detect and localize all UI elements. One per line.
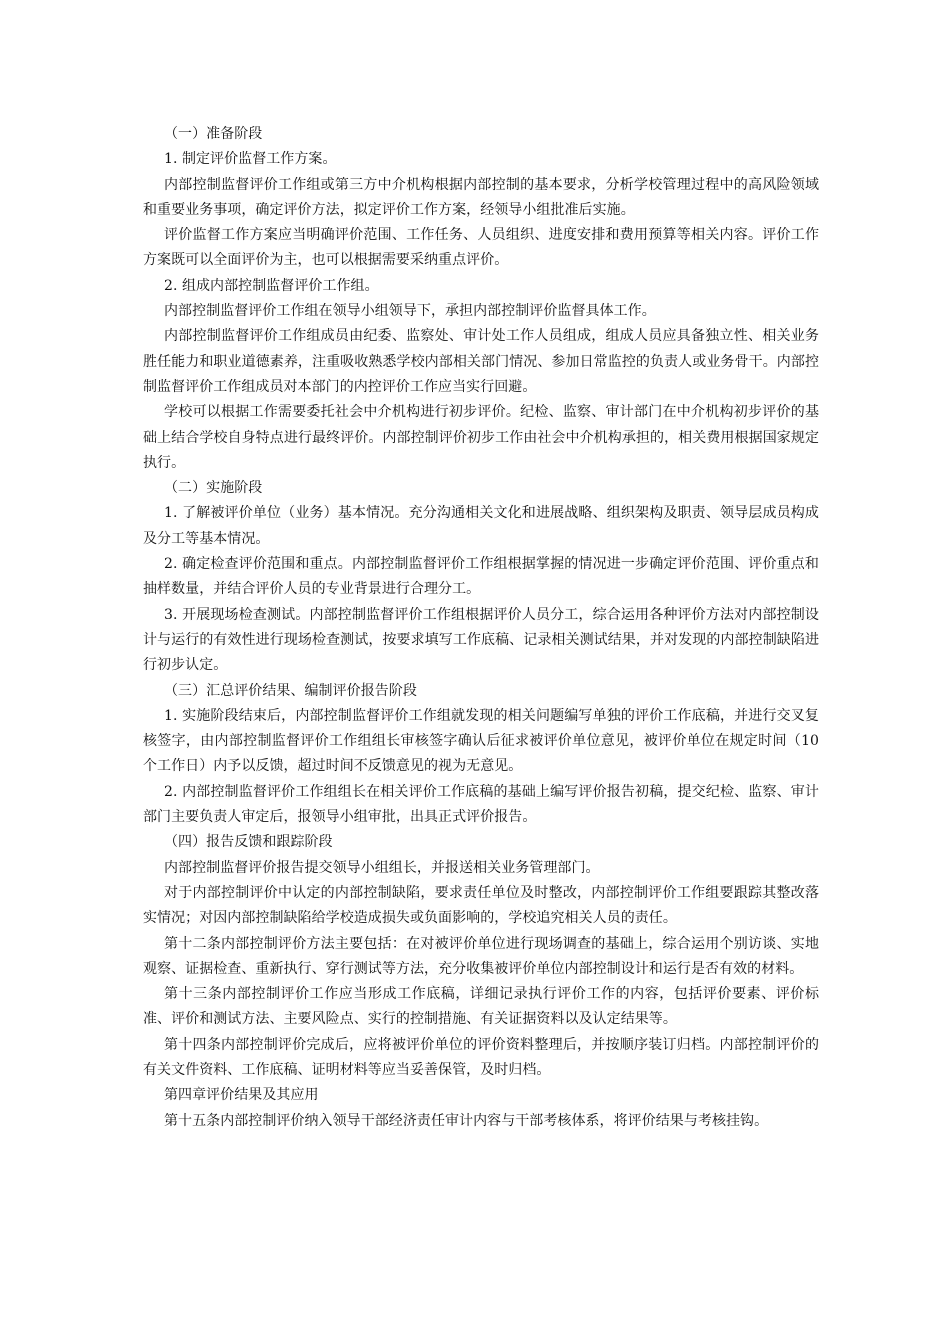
paragraph: 1. 了解被评价单位（业务）基本情况。充分沟通相关文化和进展战略、组织架构及职责、领导层成员构成及分工等基本情况。: [143, 505, 819, 547]
paragraph: 评价监督工作方案应当明确评价范围、工作任务、人员组织、进度安排和费用预算等相关内容。评价工作方案既可以全面评价为主，也可以根据需要采纳重点评价。: [143, 227, 819, 269]
article-15: 第十五条内部控制评价纳入领导干部经济责任审计内容与干部考核体系，将评价结果与考核挂钩。: [164, 1112, 769, 1129]
section-heading-summary-report: （三）汇总评价结果、编制评价报告阶段: [164, 682, 417, 699]
paragraph: 内部控制监督评价工作组在领导小组领导下，承担内部控制评价监督具体工作。: [164, 303, 656, 320]
section-heading-feedback-tracking: （四）报告反馈和跟踪阶段: [164, 834, 333, 851]
article-13: 第十三条内部控制评价工作应当形成工作底稿，详细记录执行评价工作的内容，包括评价要素、评价标准、评价和测试方法、主要风险点、实行的控制措施、有关证据资料以及认定结果等。: [143, 986, 819, 1028]
paragraph: 2. 确定检查评价范围和重点。内部控制监督评价工作组根据掌握的情况进一步确定评价范围、评价重点和抽样数量，并结合评价人员的专业背景进行合理分工。: [143, 556, 819, 598]
item-form-group: 2. 组成内部控制监督评价工作组。: [164, 277, 379, 294]
section-heading-preparation: （一）准备阶段: [164, 126, 263, 142]
paragraph: 对于内部控制评价中认定的内部控制缺陷，要求责任单位及时整改，内部控制评价工作组要跟踪其整改落实情况；对因内部控制缺陷给学校造成损失或负面影响的，学校追究相关人员的责任。: [143, 884, 819, 927]
section-heading-implementation: （二）实施阶段: [164, 480, 263, 497]
chapter-4-heading: 第四章评价结果及其应用: [164, 1087, 319, 1104]
paragraph: 2. 内部控制监督评价工作组组长在相关评价工作底稿的基础上编写评价报告初稿，提交纪检、监察、审计部门主要负责人审定后，报领导小组审批，出具正式评价报告。: [143, 783, 819, 826]
paragraph: 3. 开展现场检查测试。内部控制监督评价工作组根据评价人员分工，综合运用各种评价方法对内部控制设计与运行的有效性进行现场检查测试，按要求填写工作底稿、记录相关测试结果，并对发现的内部控制缺陷进行初步认定。: [143, 606, 819, 674]
item-make-plan: 1. 制定评价监督工作方案。: [164, 151, 337, 168]
paragraph: 内部控制监督评价工作组成员由纪委、监察处、审计处工作人员组成，组成人员应具备独立性、相关业务胜任能力和职业道德素养，注重吸收熟悉学校内部相关部门情况、参加日常监控的负责人或业务骨干。内部控制监督评价工作组成员对本部门的内控评价工作应当实行回避。: [143, 328, 819, 395]
article-14: 第十四条内部控制评价完成后，应将被评价单位的评价资料整理后，并按顺序装订归档。内部控制评价的有关文件资料、工作底稿、证明材料等应当妥善保管，及时归档。: [143, 1036, 819, 1078]
article-12: 第十二条内部控制评价方法主要包括：在对被评价单位进行现场调查的基础上，综合运用个别访谈、实地观察、证据检查、重新执行、穿行测试等方法，充分收集被评价单位内部控制设计和运行是否有效的材料。: [143, 935, 819, 977]
paragraph: 内部控制监督评价报告提交领导小组组长，并报送相关业务管理部门。: [164, 859, 600, 876]
paragraph: 1. 实施阶段结束后，内部控制监督评价工作组就发现的相关问题编写单独的评价工作底稿，并进行交叉复核签字，由内部控制监督评价工作组组长审核签字确认后征求被评价单位意见，被评价单位在规定时间（10个工作日）内予以反馈，超过时间不反馈意见的视为无意见。: [143, 707, 819, 775]
paragraph: 内部控制监督评价工作组或第三方中介机构根据内部控制的基本要求，分析学校管理过程中的高风险领域和重要业务事项，确定评价方法，拟定评价工作方案，经领导小组批准后实施。: [143, 176, 819, 218]
document-body: [143, 122, 819, 1134]
paragraph: 学校可以根据工作需要委托社会中介机构进行初步评价。纪检、监察、审计部门在中介机构初步评价的基础上结合学校自身特点进行最终评价。内部控制评价初步工作由社会中介机构承担的，相关费用根据国家规定执行。: [143, 404, 819, 471]
